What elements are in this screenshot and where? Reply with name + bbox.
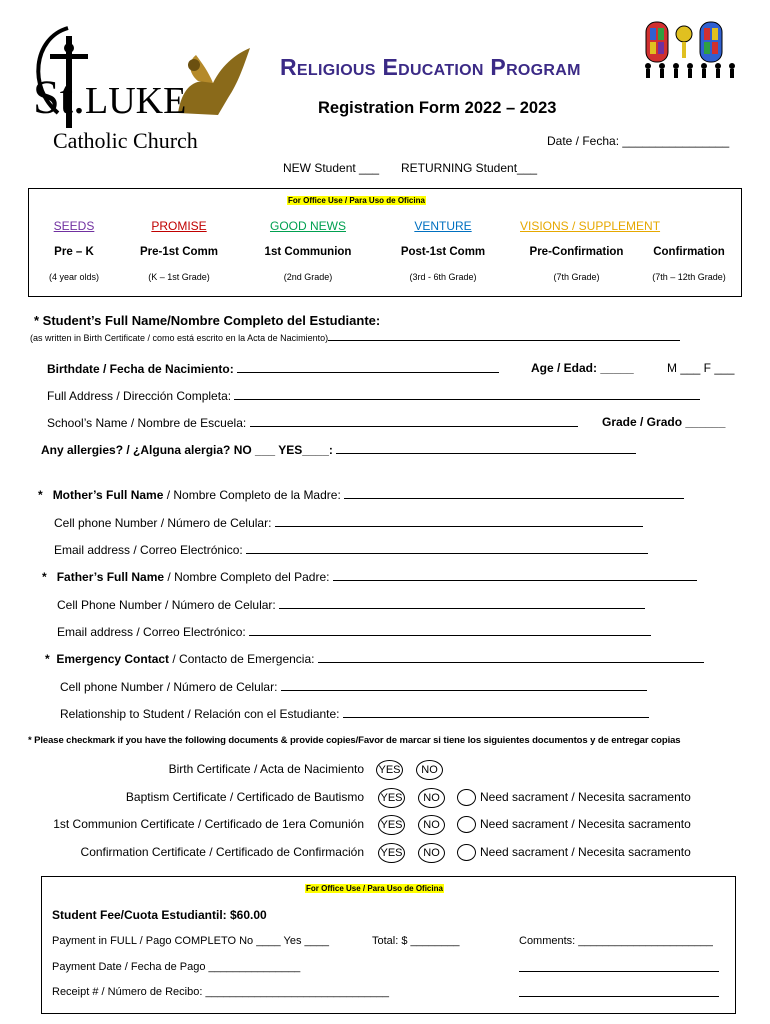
program-grades-5: (7th Grade) <box>553 272 600 282</box>
need-sacrament-label-3: Need sacrament / Necesita sacramento <box>480 817 691 831</box>
new-student-field[interactable] <box>283 161 379 175</box>
logo-luke: LUKE <box>85 80 187 122</box>
office-use-label <box>287 196 426 205</box>
returning-student-field[interactable] <box>401 161 537 175</box>
office-use-label-text: For Office Use / Para Uso de Oficina <box>288 196 425 205</box>
comments-field[interactable]: Comments: ______________________ <box>519 935 713 947</box>
mother-cell-label: Cell phone Number / Número de Celular: <box>54 516 272 530</box>
document-yes-2[interactable]: YES <box>378 788 405 808</box>
emergency-cell-field[interactable] <box>60 679 647 694</box>
payment-full-field[interactable]: Payment in FULL / Pago COMPLETO No ____ Yes ____ <box>52 935 329 947</box>
document-no-3[interactable]: NO <box>418 815 445 835</box>
age-field[interactable]: Age / Edad: _____ <box>531 361 634 375</box>
father-cell-field[interactable] <box>57 597 645 612</box>
church-logo <box>28 18 253 158</box>
document-yes-3[interactable]: YES <box>378 815 405 835</box>
program-grades-6: (7th – 12th Grade) <box>652 272 726 282</box>
program-name-3: GOOD NEWS <box>269 219 346 233</box>
emergency-contact-field[interactable] <box>45 651 704 666</box>
student-name-note: (as written in Birth Certificate / como está escrito en la Acta de Nacimiento) <box>30 333 329 343</box>
relationship-label: Relationship to Student / Relación con el Estudiante: <box>60 707 340 721</box>
program-name-1: SEEDS <box>53 219 95 233</box>
student-fee: Student Fee/Cuota Estudiantil: $60.00 <box>52 908 267 922</box>
relationship-field[interactable] <box>60 706 649 721</box>
page-title: Religious Education Program <box>280 54 581 80</box>
program-level-1: Pre – K <box>54 246 94 258</box>
birthdate-field[interactable] <box>47 361 499 376</box>
need-sacrament-checkbox-4[interactable] <box>457 844 476 861</box>
allergies-label: Any allergies? / ¿Alguna alergia? NO ___ YES____: <box>41 443 333 457</box>
need-sacrament-label-2: Need sacrament / Necesita sacramento <box>480 789 691 804</box>
new-student-label: NEW Student ___ <box>283 161 380 175</box>
payment-date-field[interactable]: Payment Date / Fecha de Pago _______________ <box>52 961 301 973</box>
school-label: School’s Name / Nombre de Escuela: <box>47 416 247 430</box>
document-yes-4[interactable]: YES <box>378 843 405 863</box>
student-name-field[interactable] <box>30 331 742 343</box>
comments-line-3[interactable] <box>519 986 719 997</box>
emergency-required-star: * <box>45 652 50 666</box>
document-label-1: Birth Certificate / Acta de Nacimiento <box>168 762 364 776</box>
father-name-field[interactable] <box>42 569 697 584</box>
document-label-3: 1st Communion Certificate / Certificado de 1era Comunión <box>53 817 364 831</box>
office-use-label-2 <box>305 884 444 893</box>
form-subtitle: Registration Form 2022 – 2023 <box>318 99 557 117</box>
school-field[interactable] <box>47 415 578 430</box>
allergies-field[interactable] <box>41 442 636 457</box>
mother-name-label: Mother’s Full Name <box>52 488 164 502</box>
mother-name-label-rest: / Nombre Completo de la Madre: <box>163 488 341 502</box>
father-email-field[interactable] <box>57 624 651 639</box>
comments-line-2[interactable] <box>519 961 719 972</box>
document-label-4: Confirmation Certificate / Certificado de Confirmación <box>80 844 364 859</box>
program-name-5: VISIONS / SUPPLEMENT <box>520 219 661 233</box>
address-field[interactable] <box>47 388 700 403</box>
father-name-label: Father’s Full Name <box>56 570 165 584</box>
program-level-4: Post-1st Comm <box>400 246 486 258</box>
documents-instruction: * Please checkmark if you have the following documents & provide copies/Favor de marcar si tiene los siguientes documentos y de entregar copias <box>28 735 681 746</box>
mother-email-field[interactable] <box>54 542 648 557</box>
document-no-2[interactable]: NO <box>418 788 445 808</box>
logo-st: St. <box>33 71 86 124</box>
program-level-3: 1st Communion <box>264 246 352 258</box>
program-level-6: Confirmation <box>653 246 725 258</box>
mother-required-star: * <box>38 488 43 502</box>
date-field[interactable]: Date / Fecha: ________________ <box>547 134 730 148</box>
logo-st-luke <box>33 70 186 125</box>
decoration-illustration <box>638 20 738 80</box>
program-level-2: Pre-1st Comm <box>140 246 218 258</box>
father-email-label: Email address / Correo Electrónico: <box>57 625 246 639</box>
program-name-4: VENTURE <box>414 219 472 233</box>
program-grades-1: (4 year olds) <box>48 272 100 282</box>
emergency-contact-label-rest: / Contacto de Emergencia: <box>169 652 315 666</box>
document-no-4[interactable]: NO <box>418 843 445 863</box>
mother-email-label: Email address / Correo Electrónico: <box>54 543 243 557</box>
program-name-2: PROMISE <box>151 219 207 233</box>
emergency-cell-label: Cell phone Number / Número de Celular: <box>60 680 278 694</box>
mother-cell-field[interactable] <box>54 515 643 530</box>
program-grades-3: (2nd Grade) <box>283 272 333 282</box>
address-label: Full Address / Dirección Completa: <box>47 389 232 403</box>
birthdate-label: Birthdate / Fecha de Nacimiento: <box>47 362 234 376</box>
sex-field[interactable]: M ___ F ___ <box>667 361 735 375</box>
need-sacrament-label-4: Need sacrament / Necesita sacramento <box>480 844 691 859</box>
father-required-star: * <box>42 570 47 584</box>
program-level-5: Pre-Confirmation <box>529 246 624 258</box>
mother-name-field[interactable] <box>38 487 684 502</box>
father-cell-label: Cell Phone Number / Número de Celular: <box>57 598 276 612</box>
student-name-heading: * Student’s Full Name/Nombre Completo del Estudiante: <box>34 313 381 328</box>
father-name-label-rest: / Nombre Completo del Padre: <box>164 570 330 584</box>
program-grades-2: (K – 1st Grade) <box>148 272 210 282</box>
stained-glass-children-icon <box>638 20 738 80</box>
total-field[interactable]: Total: $ ________ <box>372 935 460 947</box>
need-sacrament-checkbox-3[interactable] <box>457 816 476 833</box>
grade-field[interactable]: Grade / Grado ______ <box>602 415 726 429</box>
document-yes-1[interactable]: YES <box>376 760 403 780</box>
returning-student-label: RETURNING Student___ <box>401 161 538 175</box>
office-use-label-2-text: For Office Use / Para Uso de Oficina <box>306 884 443 893</box>
need-sacrament-checkbox-2[interactable] <box>457 789 476 806</box>
document-no-1[interactable]: NO <box>416 760 443 780</box>
document-label-2: Baptism Certificate / Certificado de Bautismo <box>125 789 364 804</box>
receipt-field[interactable]: Receipt # / Número de Recibo: ______________________________ <box>52 986 389 998</box>
program-grades-4: (3rd - 6th Grade) <box>409 272 477 282</box>
emergency-contact-label: Emergency Contact <box>56 652 170 666</box>
logo-catholic-church: Catholic Church <box>53 128 198 153</box>
